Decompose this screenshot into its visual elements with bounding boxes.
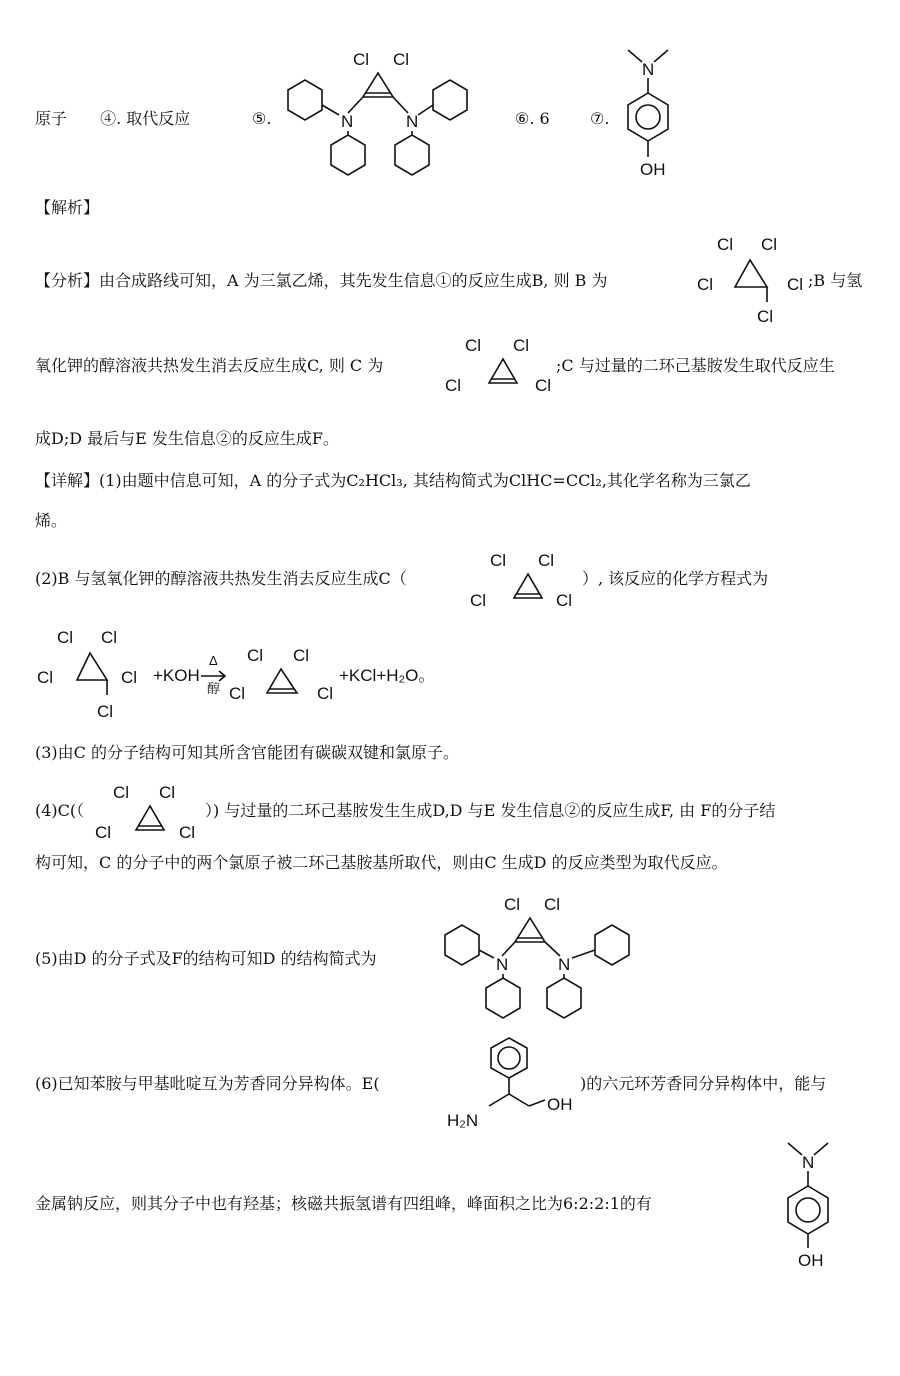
- cl-label: Cl: [247, 646, 264, 665]
- cl-label: Cl: [445, 376, 462, 395]
- cl-label: Cl: [317, 684, 334, 703]
- cl-label: Cl: [37, 668, 54, 687]
- cl-label: Cl: [697, 275, 714, 294]
- products-text: +KCl+H₂O。: [339, 666, 436, 685]
- fenxi-line-2b: ;C 与过量的二环己基胺发生取代反应生: [556, 356, 835, 375]
- molecule-c-1: [443, 333, 563, 403]
- detail-4b: ）) 与过量的二环己基胺发生生成D,D 与E 发生信息②的反应生成F, 由 F的分子结: [205, 801, 776, 820]
- fenxi-line-2: 氧化钾的醇溶液共热发生消去反应生成C, 则 C 为: [35, 356, 384, 375]
- cl-label: Cl: [556, 591, 573, 610]
- cl-label: Cl: [787, 275, 804, 294]
- answer-6: ⑥. 6: [515, 109, 550, 128]
- oh-label: OH: [640, 160, 666, 179]
- cl-label: Cl: [293, 646, 310, 665]
- n-label: N: [341, 112, 354, 131]
- answer-text-atom: 原子: [35, 109, 68, 128]
- cl-label: Cl: [101, 628, 118, 647]
- answer-line-top: [35, 108, 190, 130]
- koh-text: +KOH: [153, 666, 200, 685]
- n-label: N: [496, 955, 509, 974]
- reaction-equation: [35, 625, 495, 725]
- cl-label: Cl: [95, 823, 112, 842]
- molecule-d-detail: [440, 890, 650, 1030]
- detail-4c: 构可知，C 的分子中的两个氯原子被二环己基胺基所取代，则由C 生成D 的反应类型为取代反应。: [35, 853, 728, 872]
- cl-label: Cl: [470, 591, 487, 610]
- detail-6a: (6)已知苯胺与甲基吡啶互为芳香同分异构体。E(: [35, 1074, 380, 1093]
- cl-label: Cl: [757, 307, 774, 326]
- answer-5-label: ⑤.: [252, 109, 272, 128]
- cl-label: Cl: [504, 895, 521, 914]
- cl-label: Cl: [717, 235, 734, 254]
- cl-label: Cl: [513, 336, 530, 355]
- detail-3: (3)由C 的分子结构可知其所含官能团有碳碳双键和氯原子。: [35, 743, 459, 762]
- condition-text: 醇: [207, 681, 221, 696]
- molecule-b: [695, 232, 815, 332]
- n-label: N: [558, 955, 571, 974]
- answer-4: ④. 取代反应: [100, 109, 191, 128]
- cl-label: Cl: [544, 895, 561, 914]
- oh-label: OH: [547, 1095, 573, 1114]
- cl-label: Cl: [97, 702, 114, 721]
- cl-label: Cl: [179, 823, 196, 842]
- cl-label: Cl: [535, 376, 552, 395]
- detail-1b: 烯。: [35, 511, 68, 530]
- molecule-dimethylaminophenol-bottom: [778, 1138, 858, 1278]
- detail-2a: (2)B 与氢氧化钾的醇溶液共热发生消去反应生成C（: [35, 569, 407, 588]
- cl-label: Cl: [57, 628, 74, 647]
- n-label: N: [642, 60, 655, 79]
- n-label: N: [406, 112, 419, 131]
- h2n-label: H₂N: [447, 1111, 479, 1130]
- delta-text: Δ: [209, 653, 218, 668]
- cl-label: Cl: [121, 668, 138, 687]
- cl-label: Cl: [465, 336, 482, 355]
- molecule-e: [445, 1030, 595, 1140]
- detail-7: 金属钠反应，则其分子中也有羟基；核磁共振氢谱有四组峰，峰面积之比为6:2:2:1的有: [35, 1194, 652, 1213]
- detail-1a: 【详解】(1)由题中信息可知，A 的分子式为C₂HCl₃, 其结构简式为ClHC=CCl₂,其化学名称为三氯乙: [35, 471, 751, 490]
- oh-label: OH: [798, 1251, 824, 1270]
- cl-label: Cl: [353, 50, 370, 69]
- fenxi-line-1b: ;B 与氢: [808, 271, 863, 290]
- molecule-c-2: [470, 548, 590, 618]
- molecule-d-top: [283, 45, 493, 185]
- detail-4a: (4)C(（: [35, 801, 85, 820]
- detail-6b: )的六元环芳香同分异构体中，能与: [580, 1074, 827, 1093]
- cl-label: Cl: [159, 783, 176, 802]
- molecule-dimethylaminophenol-top: [618, 45, 698, 185]
- fenxi-line-1: 【分析】由合成路线可知，A 为三氯乙烯，其先发生信息①的反应生成B, 则 B 为: [35, 271, 608, 290]
- fenxi-line-3: 成D;D 最后与E 发生信息②的反应生成F。: [35, 429, 340, 448]
- cl-label: Cl: [229, 684, 246, 703]
- cl-label: Cl: [393, 50, 410, 69]
- detail-5: (5)由D 的分子式及F的结构可知D 的结构简式为: [35, 949, 377, 968]
- molecule-c-3: [95, 780, 215, 850]
- section-jiexi: 【解析】: [35, 198, 100, 217]
- cl-label: Cl: [761, 235, 778, 254]
- cl-label: Cl: [113, 783, 130, 802]
- cl-label: Cl: [538, 551, 555, 570]
- n-label: N: [802, 1153, 815, 1172]
- detail-2b: ）, 该反应的化学方程式为: [582, 569, 769, 588]
- cl-label: Cl: [490, 551, 507, 570]
- answer-7-label: ⑦.: [590, 109, 610, 128]
